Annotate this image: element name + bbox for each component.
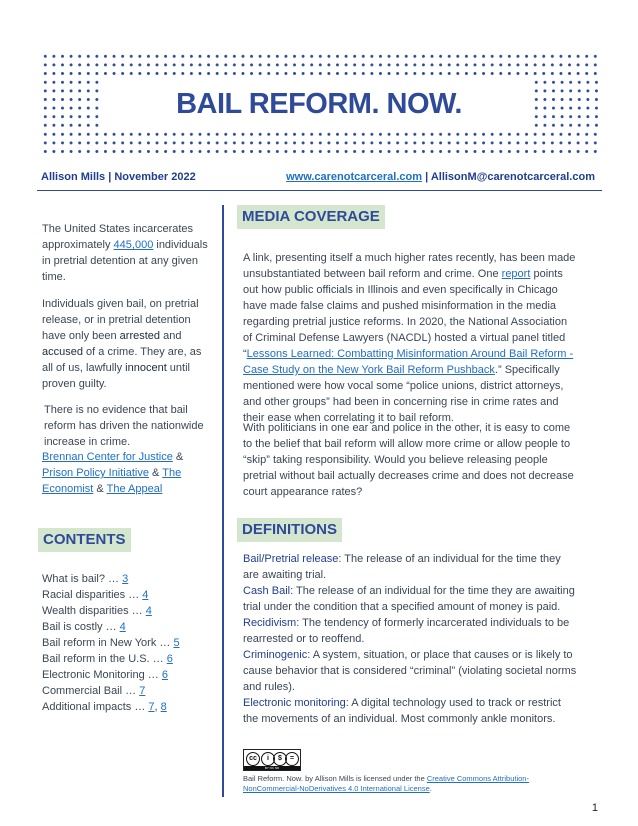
fact3-text: There is no evidence that bail reform has driven the nationwide increase in crime. [44, 404, 204, 448]
fact1-link[interactable]: 445,000 [113, 239, 154, 251]
source-brennan-link[interactable]: Brennan Center for Justice [42, 451, 173, 463]
toc-item: Bail is costly … 4 [42, 621, 126, 633]
toc-page-link[interactable]: 6 [161, 669, 168, 681]
fact-incarceration [42, 221, 212, 285]
source-amp: & [149, 467, 163, 479]
source-amp: & [93, 483, 107, 495]
noderivatives-icon: = [285, 752, 299, 766]
toc-item: Wealth disparities … 4 [42, 605, 152, 617]
license-link[interactable]: Creative Commons Attribution-NonCommercial-NoDerivatives 4.0 International License [243, 774, 529, 793]
fact2-text-end: until proven guilty. [42, 362, 190, 390]
fact-no-evidence [44, 402, 214, 450]
definition-item: Recidivism: The tendency of formerly incarcerated individuals to be rearrested or to reoffend. [243, 617, 570, 645]
toc-item: Bail reform in the U.S. … 6 [42, 653, 173, 665]
nacdl-panel-link[interactable]: Lessons Learned: Combatting Misinformation Around Bail Reform - Case Study on the New York Bail Reform Pushback [243, 348, 574, 376]
fact-presumption [42, 296, 212, 392]
definitions-list [243, 551, 578, 727]
fact1-text-end: individuals in pretrial detention at any given time. [42, 239, 208, 283]
definition-item: Cash Bail: The release of an individual for the time they are awaiting trial under the condition that a specified amount of money is paid. [243, 585, 575, 613]
definition-term: Criminogenic [243, 649, 308, 661]
toc-page-link[interactable]: 4 [145, 605, 152, 617]
toc-item: What is bail? … 3 [42, 573, 129, 585]
definition-term: Recidivism [243, 617, 297, 629]
cc-badge-bar [244, 766, 300, 770]
fact2-accused: accused [42, 346, 83, 358]
cc-badge-text: BY NC ND [264, 766, 280, 770]
source-ppi-link[interactable]: Prison Policy Initiative [42, 467, 149, 479]
definition-item: Electronic monitoring: A digital technology used to track or restrict the movements of an individual. Most commonly ankle monitors. [243, 697, 561, 725]
definition-term: Bail/Pretrial release [243, 553, 339, 565]
toc-item: Electronic Monitoring … 6 [42, 669, 168, 681]
website-link[interactable]: www.carenotcarceral.com [286, 171, 423, 183]
header-dots-bottom [41, 130, 601, 156]
creative-commons-badge[interactable] [243, 749, 301, 771]
toc-page-link[interactable]: 8 [160, 701, 167, 713]
toc-page-link[interactable]: 7 [139, 685, 146, 697]
report-link[interactable]: report [501, 268, 531, 280]
header-dots-top [41, 52, 601, 78]
toc-page-link[interactable]: 3 [122, 573, 129, 585]
media-coverage-heading: MEDIA COVERAGE [237, 205, 385, 229]
header-divider [37, 190, 602, 191]
fact2-innocent: innocent [125, 362, 167, 374]
fact2-text-mid: of a crime. They are, as all of us, lawfully [42, 346, 202, 374]
contact-separator: | [422, 171, 431, 183]
toc-item: Additional impacts … 7, 8 [42, 701, 167, 713]
license-text: Bail Reform. Now. by Allison Mills is licensed under the Creative Commons Attribution-NonCommercial-NoDerivatives 4.0 International License. [243, 774, 529, 793]
definition-item: Bail/Pretrial release: The release of an individual for the time they are awaiting trial. [243, 553, 561, 581]
toc-page-link[interactable]: 4 [119, 621, 126, 633]
fact2-arrested: arrested [119, 330, 161, 342]
toc-page-link[interactable]: 7 [148, 701, 155, 713]
noncommercial-icon: $ [273, 752, 287, 766]
toc-page-link[interactable]: 5 [173, 637, 180, 649]
table-of-contents [42, 571, 212, 715]
fact2-text: Individuals given bail, on pretrial release, or in pretrial detention have only been [42, 298, 199, 342]
fact1-text: The United States incarcerates approximately [42, 223, 194, 251]
source-appeal-link[interactable]: The Appeal [106, 483, 163, 495]
source-economist-link[interactable]: The Economist [42, 467, 182, 495]
cc-icon: cc [246, 752, 260, 766]
page-number: 1 [591, 802, 598, 814]
toc-item: Racial disparities … 4 [42, 589, 149, 601]
contents-heading: CONTENTS [38, 528, 131, 552]
definitions-heading: DEFINITIONS [237, 518, 342, 542]
author-date: Allison Mills | November 2022 [41, 171, 196, 183]
media-paragraph-1: A link, presenting itself a much higher rates recently, has been made unsubstantiated between bail reform and crime. One report points out how public officials in Illinois and even specifically in Chicago have made false claims and pushed misinformation in the media regarding pretrial justice reforms. In 2020, the National Association of Criminal Defense Lawyers (NACDL) hosted a virtual panel titled “Lessons Learned: Combatting Misinformation Around Bail Reform - Case Study on the New York Bail Reform Pushback.” Specifically mentioned were how vocal some “police unions, district attorneys, and other groups” had been in concerning rise in crime rates and their ease when correlating it to bail reform. [243, 252, 576, 424]
definition-term: Cash Bail [243, 585, 291, 597]
toc-page-link[interactable]: 4 [142, 589, 149, 601]
toc-page-link[interactable]: 6 [166, 653, 173, 665]
toc-item: Commercial Bail … 7 [42, 685, 146, 697]
definition-term: Electronic monitoring [243, 697, 346, 709]
page-title: BAIL REFORM. NOW. [176, 88, 462, 120]
fact2-and: and [160, 330, 182, 342]
attribution-icon: i [261, 752, 275, 766]
toc-item: Bail reform in New York … 5 [42, 637, 180, 649]
column-divider [222, 205, 224, 797]
media-paragraph-2: With politicians in one ear and police in the other, it is easy to come to the belief that bail reform will allow more crime or allow people to “skip” taking responsibility. Would you believe releasing people pretrial without bail actually decreases crime and does not decrease court appearance rates? [243, 422, 574, 498]
email-address: AllisonM@carenotcarceral.com [430, 171, 595, 183]
definition-item: Criminogenic: A system, situation, or place that causes or is likely to cause behavior that is considered “criminal” (violating societal norms and rules). [243, 649, 577, 693]
fact-sources [42, 449, 212, 497]
source-amp: & [172, 451, 184, 463]
contact-line [286, 171, 595, 183]
